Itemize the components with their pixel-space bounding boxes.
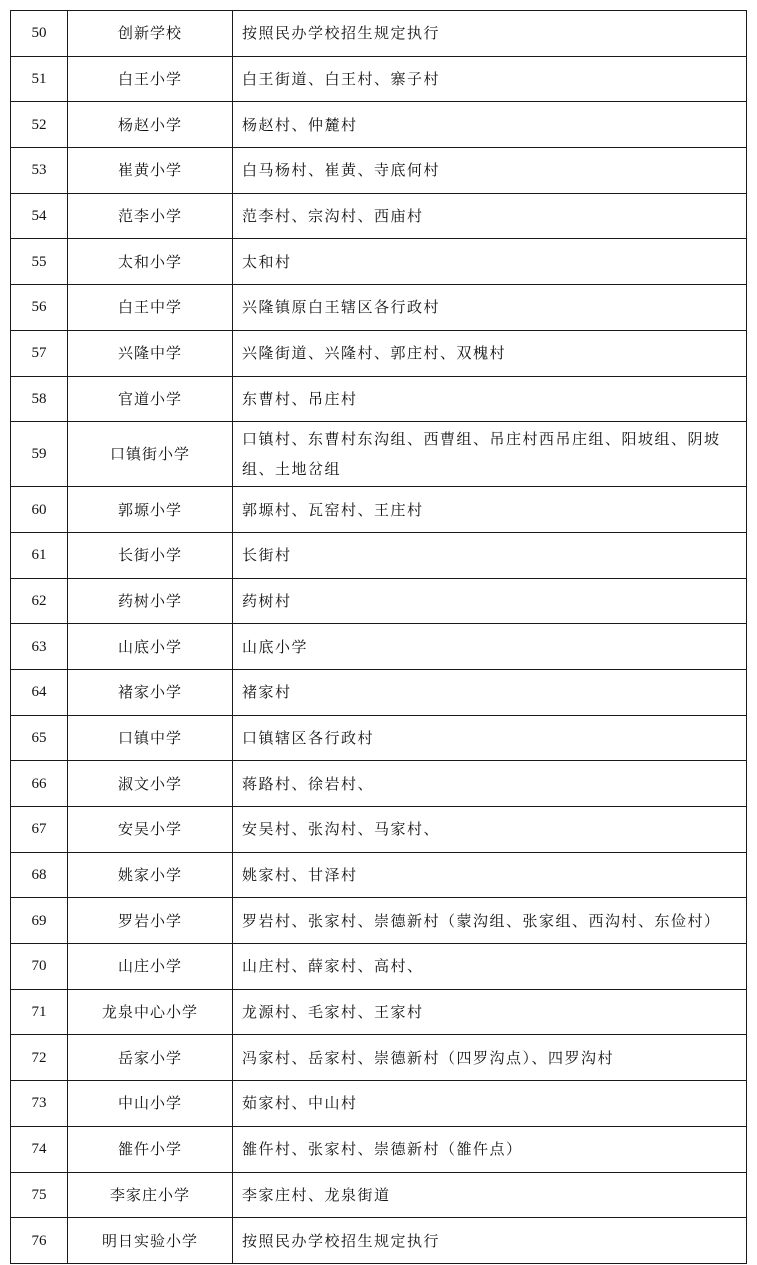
row-number-cell: 73 [11, 1081, 68, 1127]
row-number-cell: 51 [11, 56, 68, 102]
table-row [11, 422, 747, 487]
table-row [11, 193, 747, 239]
row-number-cell: 53 [11, 148, 68, 194]
school-name-cell: 山底小学 [68, 624, 233, 670]
enrollment-area-cell: 兴隆街道、兴隆村、郭庄村、双槐村 [233, 330, 747, 376]
row-number-cell: 65 [11, 715, 68, 761]
enrollment-area-cell: 白王街道、白王村、寨子村 [233, 56, 747, 102]
school-name-cell: 李家庄小学 [68, 1172, 233, 1218]
enrollment-area-cell: 范李村、宗沟村、西庙村 [233, 193, 747, 239]
school-name-cell: 淑文小学 [68, 761, 233, 807]
enrollment-area-cell: 白马杨村、崔黄、寺底何村 [233, 148, 747, 194]
table-row [11, 669, 747, 715]
table-body [11, 11, 747, 1264]
school-name-cell: 安吴小学 [68, 807, 233, 853]
school-enrollment-table [10, 10, 747, 1264]
enrollment-area-cell: 姚家村、甘泽村 [233, 852, 747, 898]
row-number-cell: 66 [11, 761, 68, 807]
school-name-cell: 兴隆中学 [68, 330, 233, 376]
row-number-cell: 71 [11, 989, 68, 1035]
table-row [11, 852, 747, 898]
table-row [11, 102, 747, 148]
table-row [11, 1081, 747, 1127]
enrollment-area-cell: 太和村 [233, 239, 747, 285]
school-name-cell: 杨赵小学 [68, 102, 233, 148]
table-row [11, 624, 747, 670]
enrollment-area-cell: 山庄村、薛家村、高村、 [233, 944, 747, 990]
enrollment-area-cell: 龙源村、毛家村、王家村 [233, 989, 747, 1035]
row-number-cell: 58 [11, 376, 68, 422]
school-name-cell: 长街小学 [68, 532, 233, 578]
enrollment-area-cell: 茹家村、中山村 [233, 1081, 747, 1127]
table-row [11, 944, 747, 990]
row-number-cell: 56 [11, 285, 68, 331]
row-number-cell: 61 [11, 532, 68, 578]
table-row [11, 376, 747, 422]
school-name-cell: 罗岩小学 [68, 898, 233, 944]
table-row [11, 761, 747, 807]
enrollment-area-cell: 褚家村 [233, 669, 747, 715]
row-number-cell: 75 [11, 1172, 68, 1218]
table-row [11, 330, 747, 376]
enrollment-area-cell: 蒋路村、徐岩村、 [233, 761, 747, 807]
table-row [11, 807, 747, 853]
table-row [11, 487, 747, 533]
enrollment-area-cell: 按照民办学校招生规定执行 [233, 11, 747, 57]
school-name-cell: 太和小学 [68, 239, 233, 285]
table-row [11, 56, 747, 102]
school-name-cell: 雒仵小学 [68, 1126, 233, 1172]
row-number-cell: 57 [11, 330, 68, 376]
school-name-cell: 官道小学 [68, 376, 233, 422]
table-row [11, 1035, 747, 1081]
row-number-cell: 59 [11, 422, 68, 487]
row-number-cell: 64 [11, 669, 68, 715]
row-number-cell: 74 [11, 1126, 68, 1172]
school-name-cell: 口镇街小学 [68, 422, 233, 487]
table-row [11, 715, 747, 761]
table-row [11, 989, 747, 1035]
row-number-cell: 67 [11, 807, 68, 853]
school-name-cell: 山庄小学 [68, 944, 233, 990]
table-row [11, 1172, 747, 1218]
enrollment-area-cell: 按照民办学校招生规定执行 [233, 1218, 747, 1264]
school-name-cell: 白王中学 [68, 285, 233, 331]
school-name-cell: 药树小学 [68, 578, 233, 624]
table-row [11, 11, 747, 57]
row-number-cell: 60 [11, 487, 68, 533]
enrollment-area-cell: 冯家村、岳家村、崇德新村（四罗沟点）、四罗沟村 [233, 1035, 747, 1081]
table-row [11, 285, 747, 331]
enrollment-area-cell: 东曹村、吊庄村 [233, 376, 747, 422]
enrollment-area-cell: 口镇村、东曹村东沟组、西曹组、吊庄村西吊庄组、阳坡组、阴坡组、土地岔组 [233, 422, 747, 487]
table-row [11, 239, 747, 285]
row-number-cell: 54 [11, 193, 68, 239]
table-row [11, 578, 747, 624]
row-number-cell: 63 [11, 624, 68, 670]
document-page [10, 10, 747, 1264]
school-name-cell: 白王小学 [68, 56, 233, 102]
school-name-cell: 创新学校 [68, 11, 233, 57]
enrollment-area-cell: 兴隆镇原白王辖区各行政村 [233, 285, 747, 331]
row-number-cell: 68 [11, 852, 68, 898]
enrollment-area-cell: 口镇辖区各行政村 [233, 715, 747, 761]
school-name-cell: 范李小学 [68, 193, 233, 239]
school-name-cell: 姚家小学 [68, 852, 233, 898]
row-number-cell: 62 [11, 578, 68, 624]
school-name-cell: 褚家小学 [68, 669, 233, 715]
row-number-cell: 72 [11, 1035, 68, 1081]
enrollment-area-cell: 安吴村、张沟村、马家村、 [233, 807, 747, 853]
school-name-cell: 岳家小学 [68, 1035, 233, 1081]
school-name-cell: 郭塬小学 [68, 487, 233, 533]
enrollment-area-cell: 药树村 [233, 578, 747, 624]
enrollment-area-cell: 杨赵村、仲麓村 [233, 102, 747, 148]
row-number-cell: 70 [11, 944, 68, 990]
enrollment-area-cell: 山底小学 [233, 624, 747, 670]
school-name-cell: 口镇中学 [68, 715, 233, 761]
enrollment-area-cell: 罗岩村、张家村、崇德新村（蒙沟组、张家组、西沟村、东俭村） [233, 898, 747, 944]
row-number-cell: 55 [11, 239, 68, 285]
enrollment-area-cell: 长街村 [233, 532, 747, 578]
school-name-cell: 崔黄小学 [68, 148, 233, 194]
table-row [11, 1126, 747, 1172]
row-number-cell: 69 [11, 898, 68, 944]
school-name-cell: 明日实验小学 [68, 1218, 233, 1264]
table-row [11, 1218, 747, 1264]
table-row [11, 898, 747, 944]
row-number-cell: 76 [11, 1218, 68, 1264]
enrollment-area-cell: 郭塬村、瓦窑村、王庄村 [233, 487, 747, 533]
enrollment-area-cell: 雒仵村、张家村、崇德新村（雒仵点） [233, 1126, 747, 1172]
row-number-cell: 52 [11, 102, 68, 148]
table-row [11, 532, 747, 578]
school-name-cell: 龙泉中心小学 [68, 989, 233, 1035]
table-row [11, 148, 747, 194]
row-number-cell: 50 [11, 11, 68, 57]
school-name-cell: 中山小学 [68, 1081, 233, 1127]
enrollment-area-cell: 李家庄村、龙泉街道 [233, 1172, 747, 1218]
